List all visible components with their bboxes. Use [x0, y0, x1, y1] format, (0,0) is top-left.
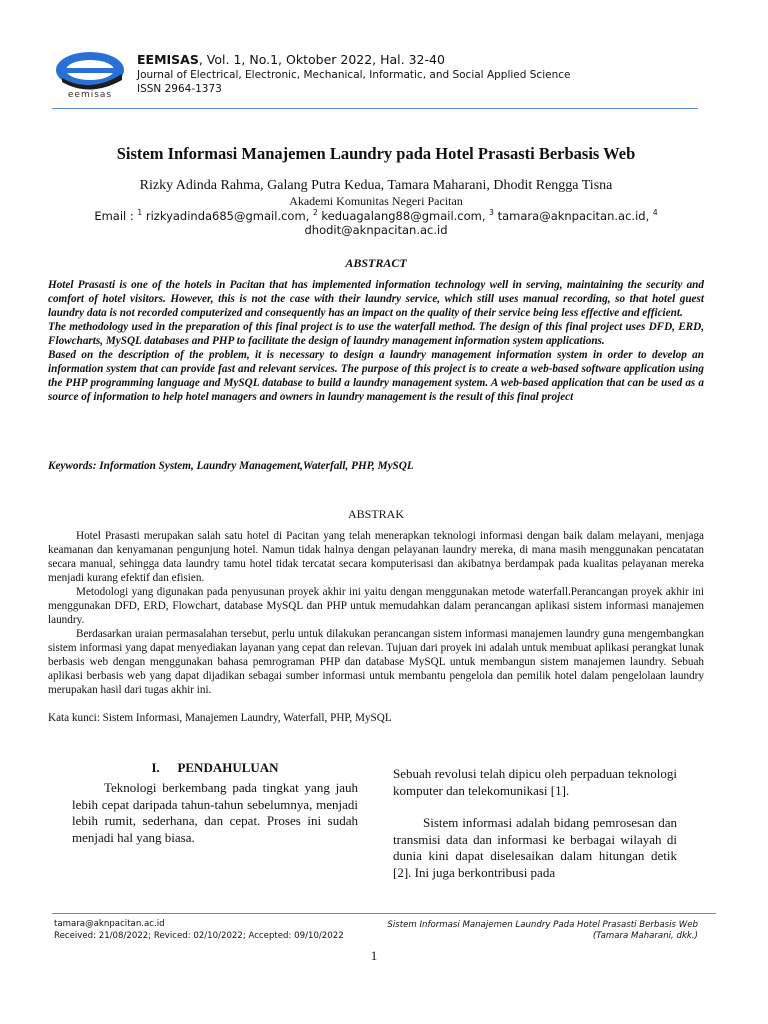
section-number: I. [151, 760, 160, 775]
journal-issn: ISSN 2964-1373 [137, 83, 222, 95]
abstrak-paragraph: Hotel Prasasti merupakan salah satu hotel di Pacitan yang telah menerapkan teknologi informasi dengan baik dalam melayani, menjaga keamanan dan kenyamanan pengunjung hotel. Namun tidak halnya dengan pelayanan laundry mereka, di mana masih menggunakan pencatatan secara manual, sehingga data laundry tamu hotel tidak tercatat secara komputerisasi dan akibatnya berdampak pada kualitas pelayanan mereka menjadi kurang efektif dan efisien. [48, 530, 704, 584]
email-marker: 1 [137, 208, 143, 217]
abstract-paragraph: Hotel Prasasti is one of the hotels in Pacitan that has implemented information technology well in serving, maintaining the security and comfort of hotel visitors. However, this is not the case with their laundry service, which still uses manual recording, so that hotel guest laundry data is not recorded computerized and consequently has an impact on the quality of their service being less effective and efficient. [48, 279, 704, 319]
email-marker: 2 [312, 208, 318, 217]
abstract-heading: ABSTRACT [345, 256, 407, 270]
abstract-paragraph: Based on the description of the problem, it is necessary to design a laundry management information system in order to develop an information system that can provide fast and relevant services. The purpose of this project is to create a web-based software application using the PHP programming language and MySQL database to build a laundry management system. A web-based application that can be used as a source of information to help hotel managers and owners in laundry management is the result of this final project [48, 349, 704, 403]
body-paragraph: Teknologi berkembang pada tingkat yang jauh lebih cepat daripada tahun-tahun sebelumnya, menjadi lebih rumit, sederhana, dan cepat. Proses ini sudah menjadi hal yang biasa. [72, 780, 358, 845]
abstrak-body [48, 529, 704, 697]
journal-full-name: Journal of Electrical, Electronic, Mechanical, Informatic, and Social Applied Science [137, 69, 571, 81]
header-divider [52, 108, 698, 109]
journal-logo [52, 48, 128, 104]
left-column [72, 780, 358, 846]
email-link[interactable]: keduagalang88@gmail.com [321, 208, 482, 223]
section-title: PENDAHULUAN [177, 760, 279, 775]
running-author: (Tamara Maharani, dkk.) [592, 931, 698, 941]
email-label: Email : [94, 208, 138, 223]
keywords: Keywords: Information System, Laundry Management,Waterfall, PHP, MySQL [48, 460, 414, 472]
email-marker: 3 [489, 208, 494, 217]
email-link[interactable]: tamara@aknpacitan.ac.id [497, 208, 646, 223]
body-paragraph: Sebuah revolusi telah dipicu oleh perpaduan teknologi komputer dan telekomunikasi [1]. [393, 766, 677, 798]
page-number: 1 [370, 948, 378, 963]
abstract-paragraph: The methodology used in the preparation of this final project is to use the waterfall method. The design of this final project uses DFD, ERD, Flowcharts, MySQL databases and PHP to facilitate the design of laundry management information system applications. [48, 321, 704, 347]
journal-citation-line [137, 52, 737, 68]
logo-wordmark: eemisas [67, 90, 113, 100]
journal-header [137, 52, 737, 96]
footer-left [54, 918, 394, 942]
author-list: Rizky Adinda Rahma, Galang Putra Kedua, Tamara Maharani, Dhodit Rengga Tisna [139, 178, 613, 193]
affiliation: Akademi Komunitas Negeri Pacitan [289, 194, 463, 208]
email-marker: 4 [652, 208, 658, 217]
email-list: Email : $^1$ rizkyadinda685@gmail.com, $^2$ keduagalang88@gmail.com, $^3$ tamara@aknpacitan.ac.id, $^4$ dhodit@aknpacitan.ac.id [94, 208, 658, 237]
abstrak-heading: ABSTRAK [347, 507, 404, 521]
section-heading [72, 760, 358, 776]
body-paragraph: Sistem informasi adalah bidang pemrosesan dan transmisi data dan informasi ke berbagai wilayah di dunia kini dapat diselesaikan dalam hitungan detik [2]. Ini juga berkontribusi pada [393, 815, 677, 880]
abstract-body [48, 278, 704, 404]
running-title: Sistem Informasi Manajemen Laundry Pada Hotel Prasasti Berbasis Web [387, 920, 698, 930]
journal-volume-info: , Vol. 1, No.1, Oktober 2022, Hal. 32-40 [198, 52, 445, 67]
email-link[interactable]: dhodit@aknpacitan.ac.id [304, 222, 448, 237]
paper-title: Sistem Informasi Manajemen Laundry pada Hotel Prasasti Berbasis Web [116, 144, 636, 163]
submission-dates: Received: 21/08/2022; Reviced: 02/10/2022; Accepted: 09/10/2022 [54, 931, 344, 941]
footer-right [380, 920, 698, 942]
kata-kunci: Kata kunci: Sistem Informasi, Manajemen Laundry, Waterfall, PHP, MySQL [48, 712, 392, 724]
right-column [393, 766, 677, 881]
abstrak-paragraph: Metodologi yang digunakan pada penyusunan proyek akhir ini yaitu dengan menggunakan metode waterfall.Perancangan proyek akhir ini menggunakan DFD, ERD, Flowchart, database MySQL dan PHP untuk memudahkan dalam perancangan aplikasi sistem informasi manajemen laundry. [48, 586, 704, 626]
abstrak-paragraph: Berdasarkan uraian permasalahan tersebut, perlu untuk dilakukan perancangan sistem informasi manajemen laundry guna mengembangkan sistem informasi yang dapat menyediakan layanan yang cepat dan relevan. Tujuan dari proyek ini adalah untuk membuat aplikasi perangkat lunak berbasis web dengan menggunakan bahasa pemrograman PHP dan database MySQL untuk membangun sistem manajemen laundry. Sebuah aplikasi berbasis web yang dapat dijadikan sebagai sumber informasi untuk membantu pengelola dan pemilik hotel dalam pengelolaan laundry merupakan hasil dari tugas akhir ini. [48, 628, 704, 696]
footer-divider [52, 913, 716, 914]
email-link[interactable]: rizkyadinda685@gmail.com [145, 208, 306, 223]
journal-name: EEMISAS [137, 52, 199, 67]
corresponding-email: tamara@aknpacitan.ac.id [54, 919, 165, 929]
